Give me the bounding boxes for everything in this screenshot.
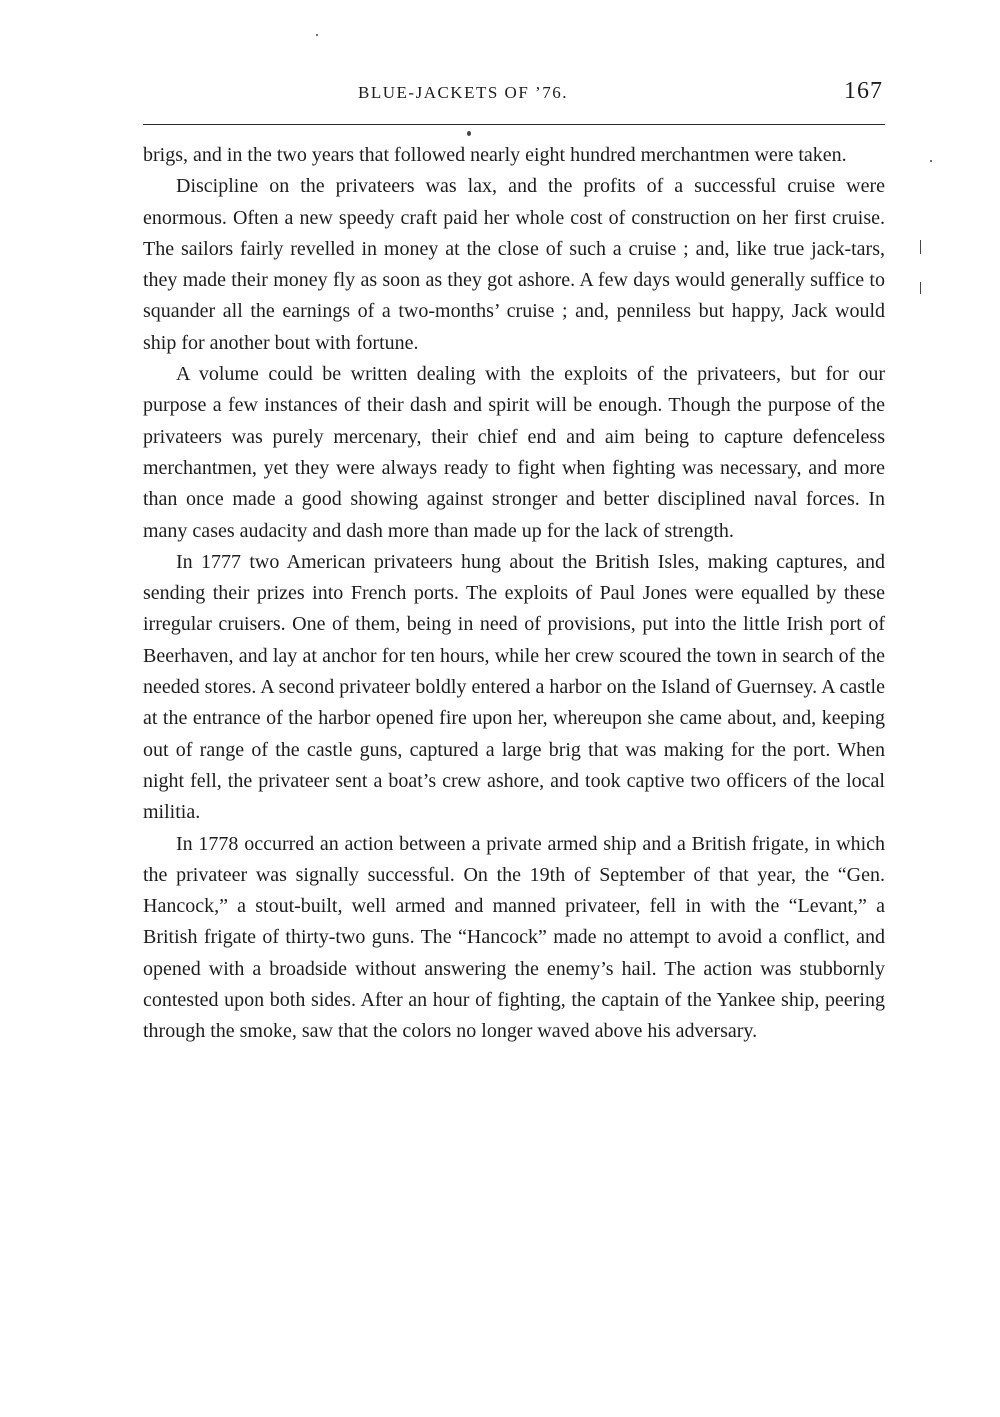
paragraph-discipline: Discipline on the privateers was lax, and the profits of a successful cruise were enormous. Often a new speedy craft paid her whole cost of construction on her first cruise. The sailors fairly revelled in money at the close of such a cruise ; and, like true jack-tars, they made their money fly as soon as they got ashore. A few days would generally suffice to squander all the earnings of a two-months’ cruise ; and, penniless but happy, Jack would ship for another bout with fortune. bbox=[143, 175, 885, 354]
paragraph-volume: A volume could be written dealing with the exploits of the privateers, but for our purpose a few instances of their dash and spirit will be enough. Though the purpose of the privateers was purely mercenary, their chief end and aim being to capture defenceless merchantmen, yet they were always ready to fight when fighting was necessary, and more than once made a good showing against stronger and better disciplined naval forces. In many cases audacity and dash more than made up for the lack of strength. bbox=[143, 363, 885, 542]
scan-speck bbox=[920, 240, 921, 254]
paragraph-1777: In 1777 two American privateers hung about the British Isles, making captures, and sending their prizes into French ports. The exploits of Paul Jones were equalled by these irregular cruisers. One of them, being in need of provisions, put into the little Irish port of Beerhaven, and lay at anchor for ten hours, while her crew scoured the town in search of the needed stores. A second privateer boldly entered a harbor on the Island of Guernsey. A castle at the entrance of the harbor opened fire upon her, whereupon she came about, and, keeping out of range of the castle guns, captured a large brig that was making for the port. When night fell, the privateer sent a boat’s crew ashore, and took captive two officers of the local militia. bbox=[143, 550, 885, 824]
page-number: 167 bbox=[844, 78, 883, 104]
scan-speck bbox=[467, 131, 471, 136]
running-head bbox=[143, 80, 885, 110]
paragraph-1778: In 1778 occurred an action between a private armed ship and a British frigate, in which the privateer was signally successful. On the 19th of September of that year, the “Gen. Hancock,” a stout-built, well armed and manned privateer, fell in with the “Levant,” a British frigate of thirty-two guns. The “Hancock” made no attempt to avoid a conflict, and opened with a broadside without answering the enemy’s hail. The action was stubbornly contested upon both sides. After an hour of fighting, the captain of the Yankee ship, peering through the smoke, saw that the colors no longer waved above his adversary. bbox=[143, 832, 885, 1043]
scan-speck bbox=[920, 282, 921, 294]
scan-speck bbox=[316, 34, 318, 36]
scan-speck bbox=[930, 160, 932, 162]
body-text bbox=[143, 140, 885, 1048]
running-title: BLUE-JACKETS OF ’76. bbox=[358, 83, 568, 102]
header-rule bbox=[143, 124, 885, 125]
paragraph-continued: brigs, and in the two years that followed nearly eight hundred merchantmen were taken. bbox=[143, 144, 847, 166]
